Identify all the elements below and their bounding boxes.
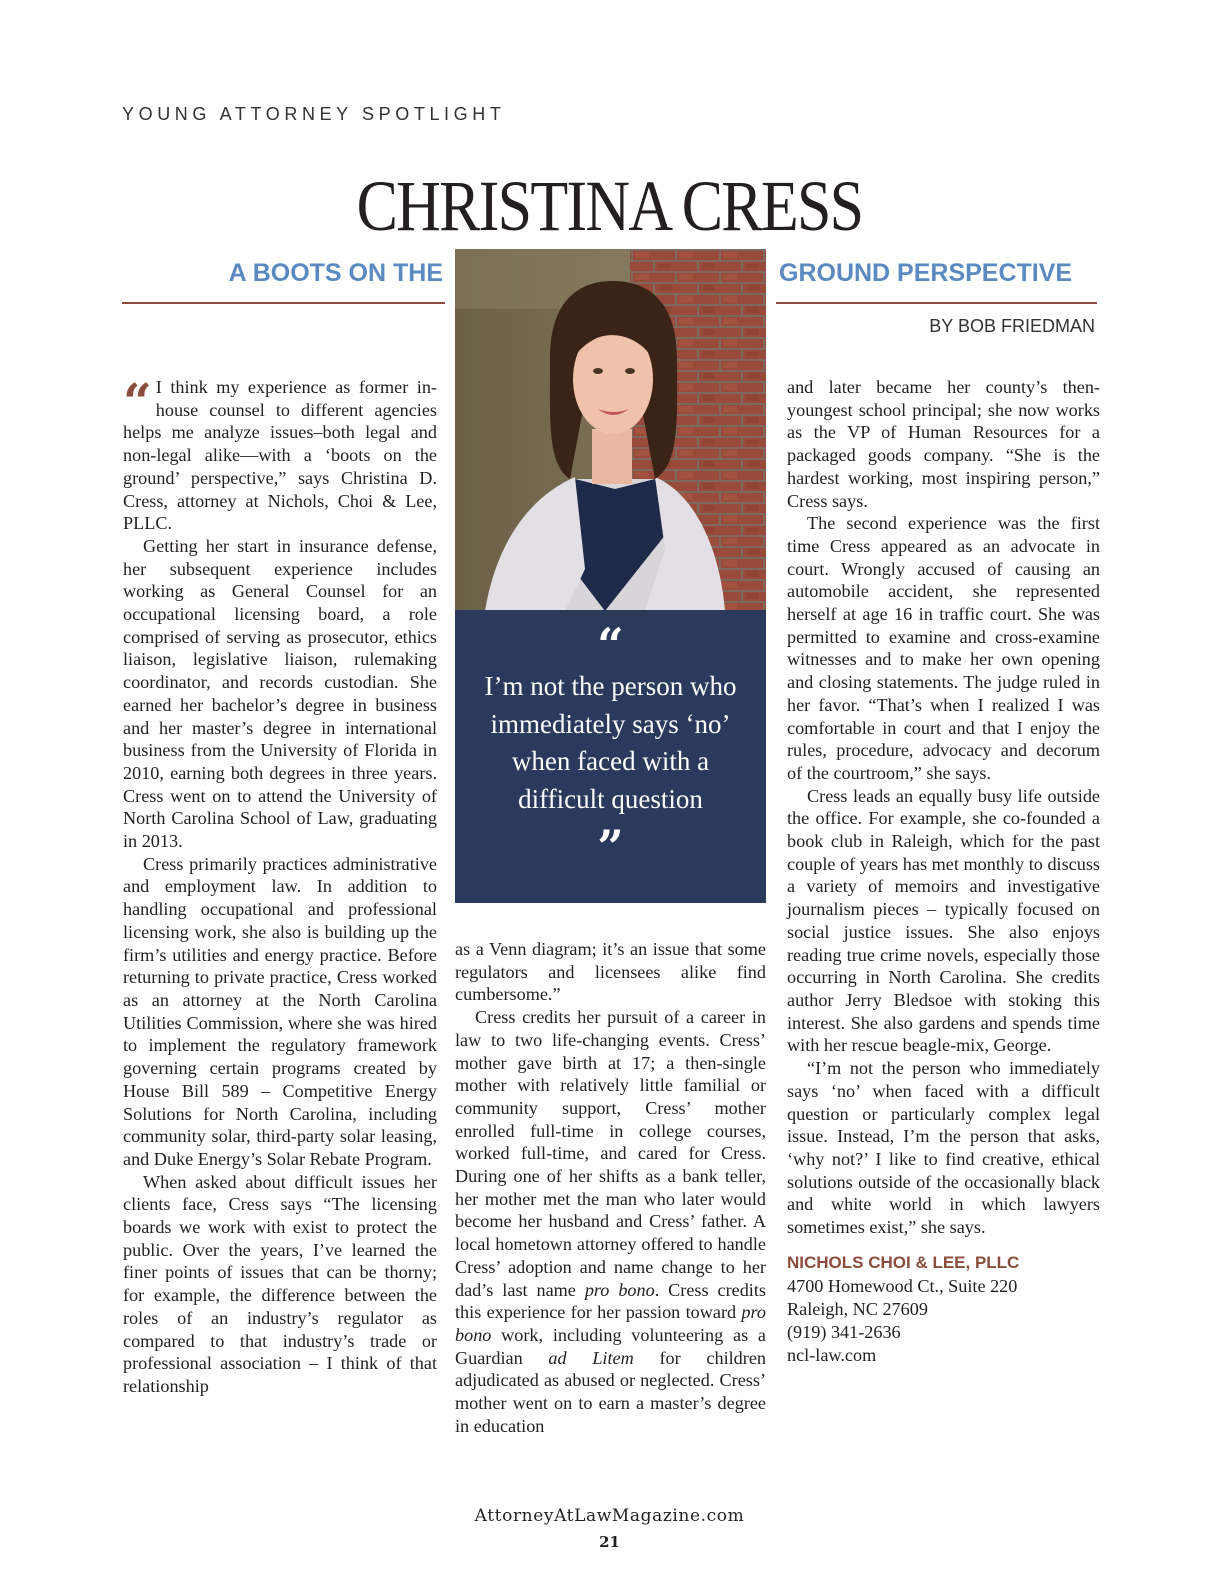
col1-paragraph [123, 372, 437, 535]
close-quote-mark: ” [597, 820, 624, 874]
col2-text: for children adjudicated as abused or neglected. Cress’ mother went on to earn a master’s degree in education [455, 1347, 766, 1436]
col2-text: work, including volunteering as a Guardian [455, 1324, 766, 1368]
col2-italic: pro bono [584, 1279, 655, 1300]
col2-italic: pro bono [455, 1302, 766, 1345]
col2-paragraph: as a Venn diagram; it’s an issue that some regulators and licensees alike find cumbersome.” [455, 939, 766, 1005]
article-column-1 [123, 372, 437, 1398]
col3-paragraph: The second experience was the first time Cress appeared as an advocate in court. Wrongly accused of causing an automobile accident, she represented herself at age 16 in traffic court. She was permitted to examine and cross-examine witnesses and to make her own opening and closing statements. The judge ruled in her favor. “That’s when I realized I was comfortable in court and that I enjoy the rules, procedure, advocacy and decorum of the courtroom,” she says. [787, 513, 1100, 783]
col2-italic: ad Litem [548, 1347, 634, 1368]
open-quote-mark: “ [597, 618, 624, 672]
col3-paragraph: “I’m not the person who immediately says ‘no’ when faced with a difficult question or particularly complex legal issue. Instead, I’m the person that asks, ‘why not?’ I like to find creative, ethical solutions outside of the occasionally black and white world in which lawyers sometimes exist,” she says. [787, 1058, 1100, 1238]
firm-phone: (919) 341-2636 [787, 1321, 901, 1342]
pull-quote-text: I’m not the person who immediately says ‘no’ when faced with a difficult question [484, 671, 737, 814]
article-column-2 [455, 938, 766, 1437]
rule-right [776, 302, 1097, 304]
portrait-photo [455, 249, 766, 611]
byline: BY BOB FRIEDMAN [929, 316, 1095, 336]
col2-text: Cress credits her pursuit of a career in law to two life-changing events. Cress’ mother gave birth at 17; a then-single mother with relatively little familial or community support, Cress’ mother enrolled full-time in college courses, worked full-time, and cared for Cress. During one of her shifts as a bank teller, her mother met the man who later would become her husband and Cress’ father. A local hometown attorney offered to handle Cress’ adoption and name change to her dad’s last name [455, 1007, 766, 1300]
page-number: 21 [599, 1533, 620, 1551]
firm-address-line-2: Raleigh, NC 27609 [787, 1298, 928, 1319]
col1-paragraph: Getting her start in insurance defense, her subsequent experience includes working as General Counsel for an occupational licensing board, a role comprised of serving as prosecutor, ethics liaison, legislative liaison, rulemaking coordinator, and records custodian. She earned her bachelor’s degree in business and her master’s degree in international business from the University of Florida in 2010, earning both degrees in three years. Cress went on to attend the University of North Carolina School of Law, graduating in 2013. [123, 535, 437, 852]
drop-quote-mark: “ [123, 372, 152, 431]
article-title: CHRISTINA CRESS [356, 166, 863, 246]
subtitle-right: GROUND PERSPECTIVE [779, 259, 1073, 287]
rule-left [122, 302, 445, 304]
firm-website: ncl-law.com [787, 1344, 877, 1365]
firm-address-line-1: 4700 Homewood Ct., Suite 220 [787, 1275, 1018, 1296]
article-column-3 [787, 376, 1100, 1367]
col3-paragraph: Cress leads an equally busy life outside the office. For example, she co-founded a book club in Raleigh, which for the past couple of years has met monthly to discuss a variety of memoirs and investigative journalism pieces – typically focused on social justice issues. She also enjoys reading true crime novels, especially those occurring in North Carolina. She credits author Jerry Bledsoe with stoking this interest. She also gardens and spends time with her rescue beagle-mix, George. [787, 785, 1100, 1056]
subtitle-left: A BOOTS ON THE [228, 259, 443, 287]
section-kicker: YOUNG ATTORNEY SPOTLIGHT [122, 104, 506, 124]
col1-paragraph: Cress primarily practices administrative and employment law. In addition to handling occupational and professional licensing work, she also is building up the firm’s utilities and energy practice. Before returning to private practice, Cress worked as an attorney at the North Carolina Utilities Commission, where she was hired to implement the regulatory framework governing certain programs created by House Bill 589 – Competitive Energy Solutions for North Carolina, including community solar, third-party solar leasing, and Duke Energy’s Solar Rebate Program. [123, 853, 437, 1169]
firm-name: NICHOLS CHOI & LEE, PLLC [787, 1252, 1020, 1272]
col2-text: . Cress credits this experience for her passion toward [455, 1279, 766, 1323]
footer-website: AttorneyAtLawMagazine.com [474, 1506, 745, 1526]
col1-paragraph: When asked about difficult issues her clients face, Cress says “The licensing boards we work with exist to protect the public. Over the years, I’ve learned the finer points of issues that can be thorny; for example, the difference between the roles of an industry’s regulator as compared to that industry’s trade or professional association – I think of that relationship [123, 1171, 437, 1396]
col2-paragraph [455, 1006, 766, 1437]
col1-paragraph-1-text: I think my experience as former in-house counsel to different agencies helps me analyze issues–both legal and non-legal alike—with a ‘boots on the ground’ perspective,” says Christina D. Cress, attorney at Nichols, Choi & Lee, PLLC. [123, 377, 437, 534]
col3-paragraph: and later became her county’s then-youngest school principal; she now works as the VP of Human Resources for a packaged goods company. “She is the hardest working, most inspiring person,” Cress says. [787, 377, 1100, 511]
pull-quote-box [455, 610, 766, 903]
